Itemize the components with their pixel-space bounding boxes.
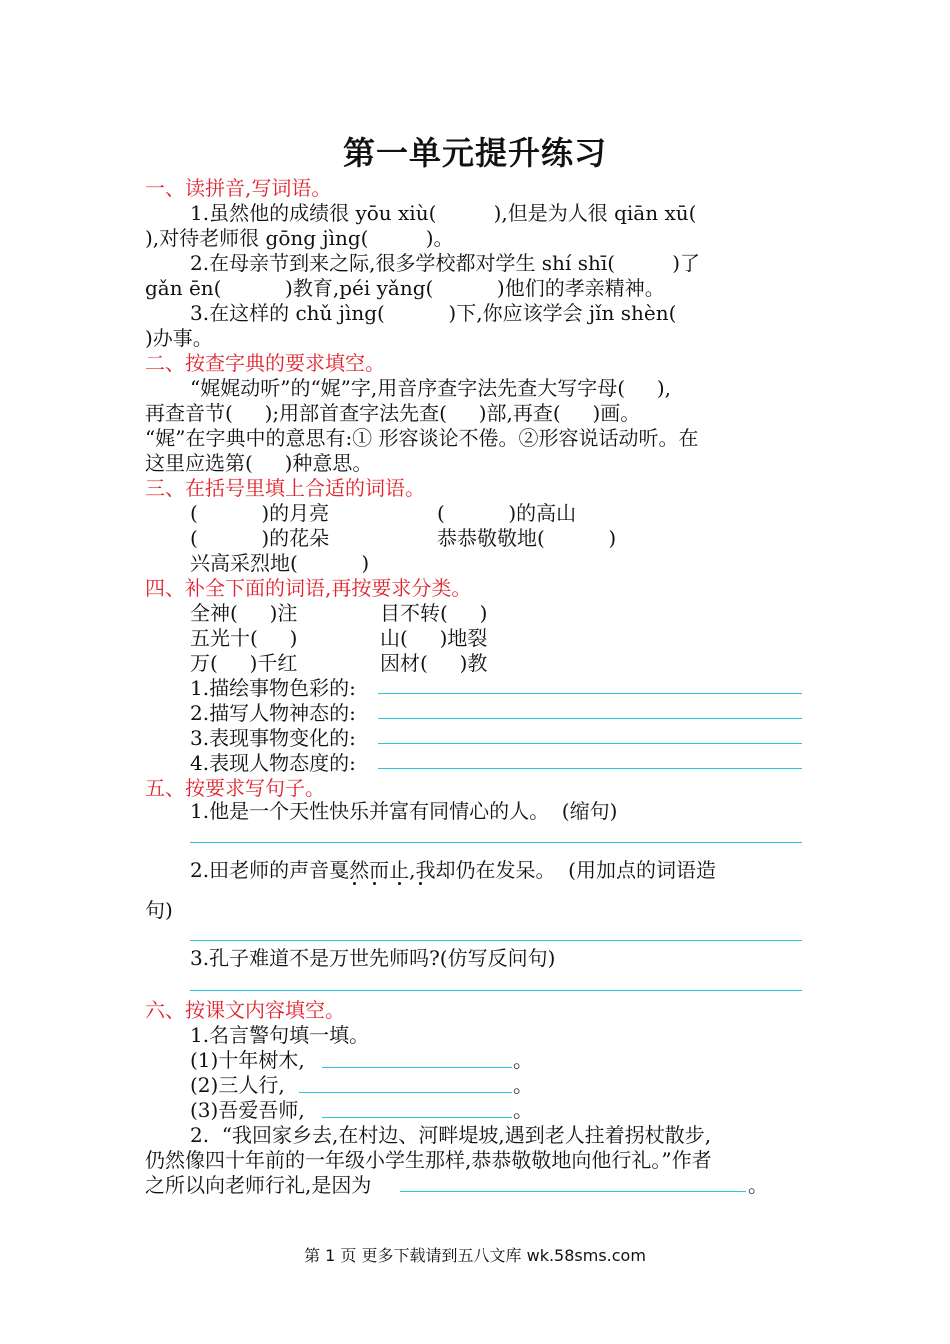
emphasis-dot (353, 882, 356, 885)
answer-line[interactable] (190, 940, 802, 941)
period: 。 (513, 1098, 533, 1122)
page-footer: 第 1 页 更多下载请到五八文库 wk.58sms.com (304, 1246, 646, 1265)
s6-line-3: 仍然像四十年前的一年级小学生那样,恭恭敬敬地向他行礼。”作者 (145, 1148, 712, 1172)
section-5-heading: 五、按要求写句子。 (145, 776, 325, 800)
s5-question-2: 2.田老师的声音戛然而止,我却仍在发呆。 (用加点的词语造 (190, 858, 716, 882)
s4-idiom-4: 山( )地裂 (380, 626, 488, 650)
s6-line-4: 之所以向老师行礼,是因为 (145, 1173, 372, 1197)
s2-line-3: “娓”在字典中的意思有:① 形容谈论不倦。②形容说话动听。在 (145, 426, 699, 450)
s3-item-2: ( )的高山 (437, 501, 577, 525)
s6-line-1: 1.名言警句填一填。 (190, 1023, 370, 1047)
s2-line-4: 这里应选第( )种意思。 (145, 451, 373, 475)
section-4-heading: 四、补全下面的词语,再按要求分类。 (145, 576, 472, 600)
s5-question-1: 1.他是一个天性快乐并富有同情心的人。 (缩句) (190, 799, 618, 823)
s5-question-2-cont: 句) (145, 898, 173, 922)
period: 。 (513, 1048, 533, 1072)
answer-line[interactable] (190, 842, 802, 843)
section-3-heading: 三、在括号里填上合适的词语。 (145, 476, 425, 500)
s4-category-4: 4.表现人物态度的: (190, 751, 356, 775)
answer-line[interactable] (322, 1117, 512, 1118)
answer-line[interactable] (378, 768, 802, 769)
s1-line-3: 2.在母亲节到来之际,很多学校都对学生 shí shī( )了 (190, 251, 701, 275)
s4-idiom-3: 五光十( ) (190, 626, 298, 650)
s3-item-1: ( )的月亮 (190, 501, 330, 525)
answer-line[interactable] (299, 1092, 512, 1093)
answer-line[interactable] (378, 718, 802, 719)
s3-item-5: 兴高采烈地( ) (190, 551, 370, 575)
answer-line[interactable] (190, 990, 802, 991)
s1-line-2: ),对待老师很 gōng jìng( )。 (145, 226, 454, 250)
s4-category-1: 1.描绘事物色彩的: (190, 676, 356, 700)
s6-proverb-2: (2)三人行, (190, 1073, 285, 1097)
s2-line-2: 再查音节( );用部首查字法先查( )部,再查( )画。 (145, 401, 641, 425)
s5-question-3: 3.孔子难道不是万世先师吗?(仿写反问句) (190, 946, 556, 970)
emphasis-dot (373, 882, 376, 885)
s3-item-3: ( )的花朵 (190, 526, 330, 550)
emphasis-dot (398, 882, 401, 885)
section-2-heading: 二、按查字典的要求填空。 (145, 351, 385, 375)
answer-line[interactable] (400, 1191, 746, 1192)
s1-line-4: gǎn ēn( )教育,péi yǎng( )他们的孝亲精神。 (145, 276, 665, 300)
s3-item-4: 恭恭敬敬地( ) (437, 526, 617, 550)
s4-category-3: 3.表现事物变化的: (190, 726, 356, 750)
s4-category-2: 2.描写人物神态的: (190, 701, 356, 725)
period: 。 (748, 1173, 768, 1197)
answer-line[interactable] (378, 743, 802, 744)
period: 。 (513, 1073, 533, 1097)
s1-line-6: )办事。 (145, 326, 213, 350)
section-1-heading: 一、读拼音,写词语。 (145, 176, 332, 200)
s1-line-5: 3.在这样的 chǔ jìng( )下,你应该学会 jǐn shèn( (190, 301, 677, 325)
answer-line[interactable] (378, 693, 802, 694)
s2-line-1: “娓娓动听”的“娓”字,用音序查字法先查大写字母( ), (190, 376, 672, 400)
s4-idiom-2: 目不转( ) (380, 601, 488, 625)
section-6-heading: 六、按课文内容填空。 (145, 998, 345, 1022)
s6-proverb-3: (3)吾爱吾师, (190, 1098, 305, 1122)
page-title: 第一单元提升练习 (342, 134, 607, 172)
s4-idiom-6: 因材( )教 (380, 651, 488, 675)
emphasis-dot (419, 882, 422, 885)
s4-idiom-5: 万( )千红 (190, 651, 298, 675)
answer-line[interactable] (322, 1067, 512, 1068)
s6-line-2: 2. “我回家乡去,在村边、河畔堤坡,遇到老人拄着拐杖散步, (190, 1123, 712, 1147)
s4-idiom-1: 全神( )注 (190, 601, 298, 625)
s6-proverb-1: (1)十年树木, (190, 1048, 305, 1072)
s1-line-1: 1.虽然他的成绩很 yōu xiù( ),但是为人很 qiān xū( (190, 201, 697, 225)
